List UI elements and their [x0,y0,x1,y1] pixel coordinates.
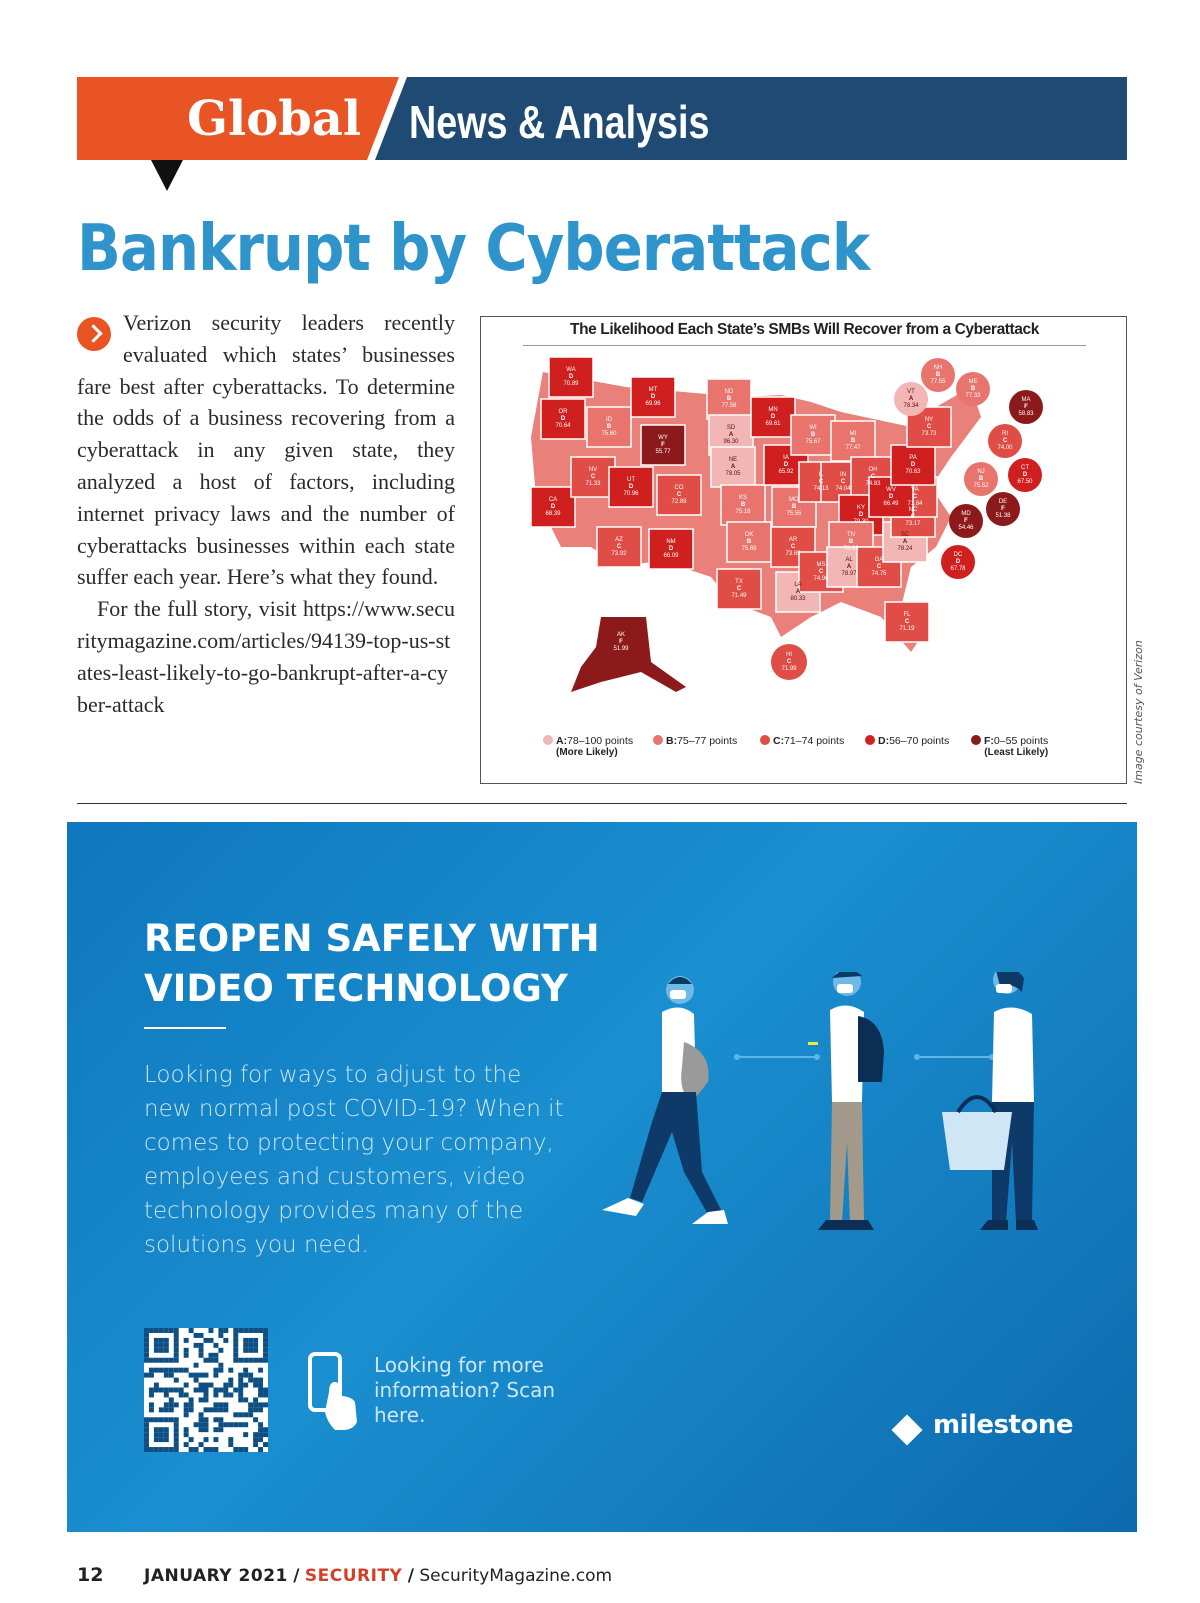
state-score-ak: 51.99 [613,646,629,652]
state-score-ar: 73.69 [785,551,801,557]
state-abbr-or: OR [558,409,568,415]
recovery-map-figure [480,316,1127,784]
state-score-wa: 70.89 [563,381,579,387]
article-body [77,307,455,720]
state-abbr-ar: AR [788,537,798,543]
state-score-nc: 73.17 [905,521,921,527]
state-grade-nh: B [935,372,941,378]
ad-headline: REOPEN SAFELY WITH VIDEO TECHNOLOGY [144,917,600,1010]
phone-tap-icon [307,1352,361,1434]
state-score-ct: 67.50 [1017,479,1033,485]
state-score-la: 80.33 [790,596,806,602]
state-grade-in: C [840,479,846,485]
state-abbr-dc: DC [953,552,963,558]
state-grade-ms: C [818,569,824,575]
us-map [481,317,1126,783]
state-score-me: 77.33 [965,393,981,399]
state-abbr-ms: MS [816,562,826,568]
state-abbr-sd: SD [726,425,736,431]
state-abbr-pa: PA [909,455,917,461]
state-grade-sd: A [728,432,734,438]
state-grade-wa: D [568,374,574,380]
state-score-nv: 71.33 [585,481,601,487]
state-grade-pa: D [910,462,916,468]
state-score-al: 78.97 [841,571,857,577]
state-score-ky: 70.30 [853,519,869,525]
state-score-wi: 75.67 [805,439,821,445]
state-ak [571,617,686,692]
state-score-sd: 96.30 [723,439,739,445]
state-grade-mt: D [650,394,656,400]
state-abbr-oh: OH [868,467,878,473]
state-score-wy: 55.77 [655,449,671,455]
state-grade-ky: D [858,512,864,518]
state-score-oh: 74.83 [865,481,881,487]
state-grade-mi: B [850,438,856,444]
magazine-site[interactable]: SecurityMagazine.com [419,1566,613,1586]
state-abbr-mi: MI [849,431,857,437]
state-abbr-la: LA [794,582,802,588]
state-abbr-wv: WV [886,487,896,493]
legend-dot-c [760,735,770,745]
article-paragraph-1: Verizon security leaders recently evaluated which states’ businesses fare best after cyberattacks. To determine the odds of a business recovering from a cyberattack in any given state, they analyzed a host of factors, including internet privacy laws and the number of cyberattacks businesses within each state suffer each year. Here’s what they found. [77,310,455,590]
state-grade-az: C [616,544,622,550]
state-abbr-nh: NH [933,365,943,371]
state-abbr-ri: RI [1002,431,1008,437]
banner-label-global: Global [187,91,362,147]
legend-dot-a [543,735,553,745]
state-score-mt: 69.96 [645,401,661,407]
state-abbr-ny: NY [924,417,934,423]
banner-label-news-analysis: News & Analysis [409,96,710,148]
state-grade-tx: C [736,586,742,592]
legend-range: 78–100 points [567,735,634,747]
state-abbr-id: ID [606,417,612,423]
state-grade-ga: C [876,564,882,570]
milestone-diamond-icon [891,1414,922,1445]
magazine-brand: SECURITY [304,1566,403,1586]
state-abbr-mo: MO [789,497,799,503]
state-abbr-fl: FL [903,612,911,618]
state-score-nj: 75.52 [973,483,989,489]
milestone-advertisement [67,822,1137,1532]
state-abbr-ak: AK [616,632,626,638]
legend-item-c [760,735,844,747]
state-grade-sc: A [902,539,908,545]
state-score-ma: 58.83 [1018,411,1034,417]
state-score-nm: 66.09 [663,553,679,559]
legend-range: 71–74 points [784,735,845,747]
state-score-id: 75.60 [601,431,617,437]
state-abbr-me: ME [968,379,978,385]
state-grade-hi: C [786,659,792,665]
legend-dot-d [865,735,875,745]
legend-note: (More Likely) [556,747,618,758]
state-abbr-nv: NV [588,467,598,473]
state-abbr-tx: TX [735,579,743,585]
state-abbr-de: DE [998,499,1008,505]
ad-divider [144,1027,226,1029]
state-abbr-al: AL [845,557,853,563]
state-grade-fl: C [904,619,910,625]
state-abbr-mt: MT [648,387,658,393]
state-grade-wy: F [661,442,665,448]
state-grade-la: A [795,589,801,595]
state-grade-ne: A [730,464,736,470]
legend-range: 0–55 points [993,735,1049,747]
state-abbr-tn: TN [847,532,855,538]
state-abbr-nm: NM [666,539,676,545]
milestone-logo[interactable] [890,1410,1130,1450]
legend-dot-b [653,735,663,745]
article-link-lead: For the full story, visit [97,596,304,622]
article-paragraph-2 [77,593,455,720]
page-footer [77,1564,1127,1588]
state-grade-ma: F [1024,404,1028,410]
state-score-ms: 74.96 [813,576,829,582]
people-distancing-illustration [592,972,1112,1272]
state-grade-dc: D [955,559,961,565]
state-score-mo: 75.55 [786,511,802,517]
state-abbr-wi: WI [809,425,817,431]
state-score-ks: 75.16 [735,509,751,515]
state-score-or: 70.64 [555,423,571,429]
state-abbr-nj: NJ [977,469,985,475]
state-score-dc: 67.78 [950,566,966,572]
state-grade-ak: F [619,639,623,645]
state-score-mn: 69.61 [765,421,781,427]
state-score-sc: 78.24 [897,546,913,552]
footer-separator: / [293,1566,300,1586]
state-abbr-ct: CT [1021,465,1029,471]
state-abbr-wy: WY [658,435,668,441]
state-abbr-ia: IA [783,455,789,461]
scan-prompt: Looking for more information? Scan here. [374,1353,556,1427]
state-abbr-az: AZ [615,537,623,543]
state-score-hi: 71.99 [781,666,797,672]
state-grade-me: B [970,386,976,392]
state-score-tx: 71.49 [731,593,747,599]
state-abbr-ma: MA [1021,397,1031,403]
legend-grade: C: [773,735,785,747]
state-score-ut: 70.96 [623,491,639,497]
state-score-il: 74.13 [813,486,829,492]
state-grade-ar: C [790,544,796,550]
state-grade-de: F [1001,506,1005,512]
page-number: 12 [77,1564,104,1586]
state-score-wv: 66.49 [883,501,899,507]
state-abbr-hi: HI [786,652,792,658]
state-grade-mo: B [791,504,797,510]
milestone-logo-text: milestone [933,1410,1073,1440]
state-score-nd: 77.58 [721,403,737,409]
state-score-de: 51.38 [995,513,1011,519]
state-abbr-ga: GA [874,557,884,563]
state-score-mi: 77.47 [845,445,861,451]
legend-grade: D: [878,735,890,747]
state-grade-nv: C [590,474,596,480]
state-grade-tn: B [848,539,854,545]
ad-body-text: Looking for ways to adjust to the new normal post COVID-19? When it comes to protecting your company, employees and customers, video technology provides many of the solutions you need. [144,1062,564,1258]
state-score-ga: 74.75 [871,571,887,577]
legend-item-b [653,735,737,747]
state-abbr-in: IN [840,472,846,478]
state-abbr-nd: ND [724,389,734,395]
section-divider [77,803,1127,804]
legend-note: (Least Likely) [984,747,1049,758]
state-grade-vt: A [908,396,914,402]
legend-grade: F: [984,735,994,747]
state-grade-ca: D [550,504,556,510]
state-abbr-co: CO [674,485,684,491]
state-abbr-ne: NE [728,457,738,463]
state-score-ia: 65.92 [778,469,794,475]
state-score-vt: 78.34 [903,403,919,409]
state-grade-wi: B [810,432,816,438]
state-grade-md: F [964,518,968,524]
state-score-in: 74.04 [835,486,851,492]
state-abbr-ca: CA [548,497,558,503]
legend-range: 75–77 points [677,735,738,747]
state-grade-ri: C [1002,438,1008,444]
image-credit: Image courtesy of Verizon [1132,640,1145,784]
state-grade-ny: C [926,424,932,430]
legend-item-a [543,735,633,758]
chevron-right-icon [77,317,111,351]
state-abbr-md: MD [961,511,971,517]
state-grade-ks: B [740,502,746,508]
state-abbr-wa: WA [566,367,576,373]
state-grade-or: D [560,416,566,422]
issue-date: JANUARY 2021 [144,1566,288,1586]
state-abbr-ut: UT [627,477,635,483]
state-abbr-ks: KS [738,495,748,501]
figure-title: The Likelihood Each State’s SMBs Will Recover from a Cyberattack [523,321,1086,346]
state-abbr-ky: KY [856,505,866,511]
state-grade-ok: B [746,539,752,545]
state-grade-ct: D [1022,472,1028,478]
state-abbr-vt: VT [907,389,915,395]
state-score-va: 71.84 [907,501,923,507]
state-grade-ut: D [628,484,634,490]
state-grade-va: C [912,494,918,500]
state-score-tn: 76.62 [843,546,859,552]
state-grade-mn: D [770,414,776,420]
legend-item-f [971,735,1048,758]
state-score-ne: 78.05 [725,471,741,477]
legend-grade: B: [666,735,678,747]
legend-dot-f [971,735,981,745]
state-grade-il: C [818,479,824,485]
state-grade-nj: B [978,476,984,482]
state-score-md: 54.46 [958,525,974,531]
footer-line [144,1566,612,1586]
legend-grade: A: [556,735,568,747]
legend-range: 56–70 points [889,735,950,747]
state-abbr-mn: MN [768,407,778,413]
article-link-url[interactable]: https://www.securitymagazine.com/articles/94139-top-us-states-least-likely-to-go-bankrupt-after-a-cyber-attack [77,596,455,717]
state-abbr-il: IL [818,472,824,478]
state-score-ny: 73.73 [921,431,937,437]
state-score-ca: 68.39 [545,511,561,517]
state-grade-nc: C [910,514,916,520]
state-grade-oh: C [870,474,876,480]
state-score-az: 73.92 [611,551,627,557]
state-abbr-va: VA [911,487,919,493]
state-grade-co: C [676,492,682,498]
state-abbr-ok: OK [744,532,754,538]
state-score-co: 72.89 [671,499,687,505]
state-grade-wv: D [888,494,894,500]
state-abbr-sc: SC [900,532,910,538]
state-score-ri: 74.00 [997,445,1013,451]
state-score-pa: 70.63 [905,469,921,475]
state-score-fl: 71.19 [899,626,915,632]
state-grade-al: A [846,564,852,570]
state-grade-nm: D [668,546,674,552]
state-abbr-nc: NC [908,507,918,513]
state-grade-ia: D [783,462,789,468]
footer-separator: / [407,1566,414,1586]
state-score-ok: 75.69 [741,546,757,552]
legend-item-d [865,735,949,747]
state-grade-nd: B [726,396,732,402]
section-banner [77,77,1127,160]
state-grade-id: B [606,424,612,430]
qr-code-icon[interactable] [144,1328,268,1452]
article-headline: Bankrupt by Cyberattack [77,212,870,286]
state-score-nh: 77.55 [930,379,946,385]
